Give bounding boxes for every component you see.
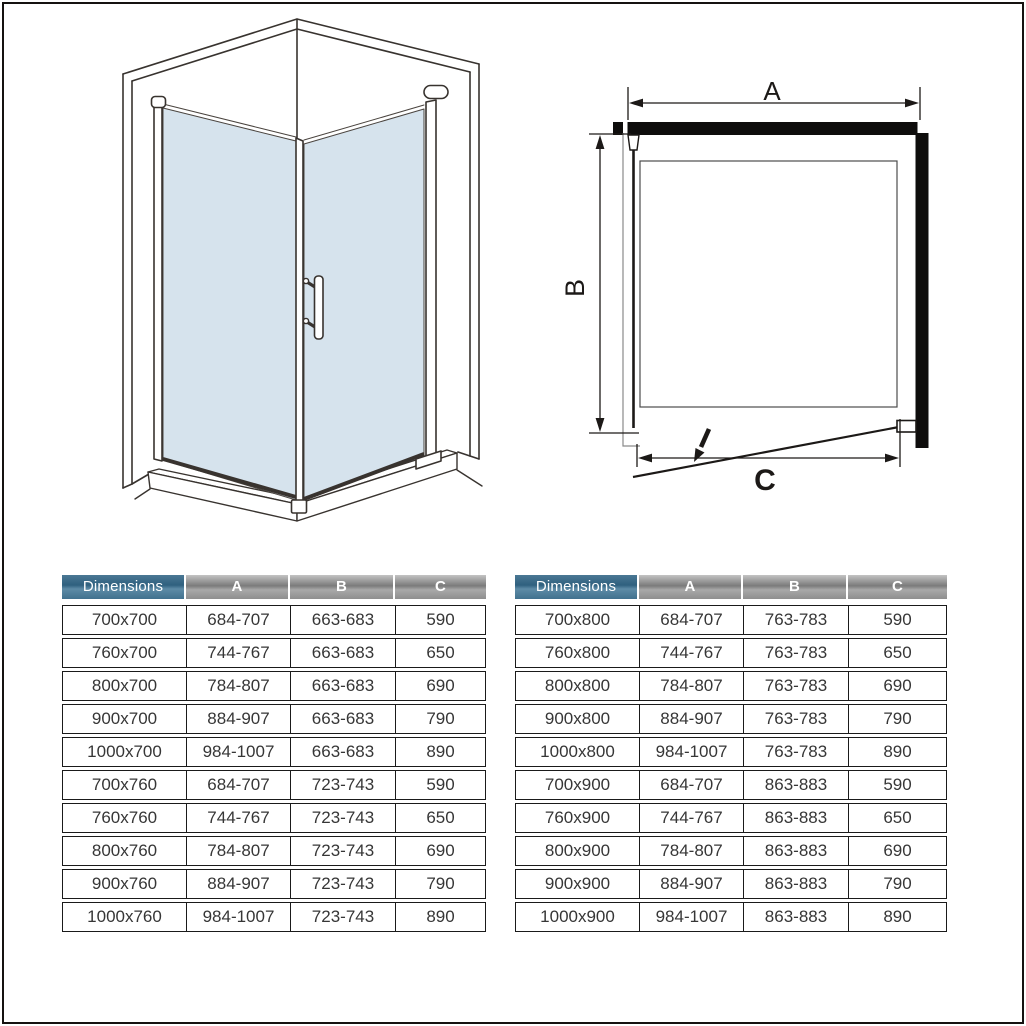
table-cell: 650 <box>883 643 912 662</box>
table-cell: 700x800 <box>516 606 640 634</box>
table-cell: 663-683 <box>291 606 396 634</box>
table-cell: 760x760 <box>63 804 187 832</box>
table-cell: 1000x760 <box>63 903 187 931</box>
table-cell: 663-683 <box>291 639 396 667</box>
table-cell: 690 <box>883 841 912 860</box>
table-cell: 650 <box>426 808 455 827</box>
table-cell: 863-883 <box>744 771 849 799</box>
table-cell: 890 <box>883 742 912 761</box>
table-cell: 590 <box>426 775 455 794</box>
table-cell: 863-883 <box>744 804 849 832</box>
table-cell: 884-907 <box>187 870 291 898</box>
col-header-a: A <box>186 575 288 599</box>
top-wall-stub <box>613 122 623 135</box>
table-row <box>515 770 947 800</box>
table-row <box>515 737 947 767</box>
side-post-cap <box>152 97 166 108</box>
plan-side-panel <box>623 133 640 446</box>
table-cell: 590 <box>883 610 912 629</box>
table-cell: 984-1007 <box>187 738 291 766</box>
side-panel-post <box>154 104 162 461</box>
dim-label-c: C <box>754 464 776 497</box>
table-cell: 700x900 <box>516 771 640 799</box>
plan-tray <box>640 161 897 407</box>
size-table-right <box>515 575 947 935</box>
table-row <box>515 803 947 833</box>
table-cell: 723-743 <box>291 804 396 832</box>
table-cell: 890 <box>426 907 455 926</box>
table-cell: 1000x900 <box>516 903 640 931</box>
table-cell: 690 <box>426 676 455 695</box>
table-cell: 784-807 <box>640 672 744 700</box>
door-pivot-post <box>426 100 436 459</box>
dim-label-a: A <box>763 76 781 106</box>
col-header-c: C <box>848 575 947 599</box>
table-row <box>62 869 486 899</box>
table-cell: 690 <box>883 676 912 695</box>
table-row <box>515 605 947 635</box>
table-row <box>515 902 947 932</box>
table-cell: 884-907 <box>640 870 744 898</box>
hinge-bracket <box>628 135 639 150</box>
table-cell: 800x800 <box>516 672 640 700</box>
size-table-left <box>62 575 486 935</box>
table-row <box>62 836 486 866</box>
table-cell: 900x760 <box>63 870 187 898</box>
table-row <box>62 737 486 767</box>
table-cell: 760x700 <box>63 639 187 667</box>
table-cell: 763-783 <box>744 705 849 733</box>
table-cell: 790 <box>883 874 912 893</box>
table-header <box>515 575 947 599</box>
table-cell: 684-707 <box>640 606 744 634</box>
plan-walls <box>613 122 929 448</box>
table-cell: 760x800 <box>516 639 640 667</box>
table-row <box>515 638 947 668</box>
table-cell: 684-707 <box>187 771 291 799</box>
table-cell: 800x760 <box>63 837 187 865</box>
table-cell: 700x700 <box>63 606 187 634</box>
table-row <box>515 704 947 734</box>
door-post-cap <box>424 86 448 99</box>
table-cell: 784-807 <box>187 837 291 865</box>
table-cell: 590 <box>883 775 912 794</box>
col-header-b: B <box>290 575 393 599</box>
table-body <box>62 605 486 932</box>
table-header <box>62 575 486 599</box>
table-row <box>515 836 947 866</box>
glass-panels <box>163 104 424 500</box>
table-cell: 663-683 <box>291 672 396 700</box>
table-cell: 790 <box>426 709 455 728</box>
table-cell: 760x900 <box>516 804 640 832</box>
table-row <box>62 770 486 800</box>
table-cell: 663-683 <box>291 705 396 733</box>
table-row <box>62 902 486 932</box>
table-row <box>515 671 947 701</box>
corner-frame <box>296 138 303 508</box>
table-cell: 890 <box>883 907 912 926</box>
table-cell: 984-1007 <box>640 903 744 931</box>
table-cell: 590 <box>426 610 455 629</box>
door-swing-arrow <box>694 429 709 462</box>
table-cell: 784-807 <box>187 672 291 700</box>
table-cell: 800x700 <box>63 672 187 700</box>
table-cell: 723-743 <box>291 903 396 931</box>
dimension-b <box>560 134 639 433</box>
dim-label-b: B <box>560 278 590 298</box>
col-header-c: C <box>395 575 486 599</box>
table-cell: 744-767 <box>640 639 744 667</box>
table-cell: 723-743 <box>291 837 396 865</box>
dimension-a <box>628 76 920 120</box>
table-cell: 863-883 <box>744 870 849 898</box>
perspective-view <box>123 19 482 521</box>
table-cell: 744-767 <box>187 639 291 667</box>
right-wall <box>916 133 929 448</box>
table-cell: 723-743 <box>291 771 396 799</box>
table-cell: 790 <box>426 874 455 893</box>
dimension-c <box>637 419 900 497</box>
top-wall <box>628 122 918 135</box>
table-cell: 800x900 <box>516 837 640 865</box>
table-cell: 884-907 <box>187 705 291 733</box>
table-cell: 984-1007 <box>187 903 291 931</box>
table-row <box>515 869 947 899</box>
table-row <box>62 803 486 833</box>
table-cell: 744-767 <box>187 804 291 832</box>
plan-view <box>560 76 929 497</box>
table-cell: 650 <box>426 643 455 662</box>
table-body <box>515 605 947 932</box>
table-cell: 684-707 <box>187 606 291 634</box>
table-row <box>62 638 486 668</box>
table-row <box>62 671 486 701</box>
table-cell: 790 <box>883 709 912 728</box>
table-cell: 900x700 <box>63 705 187 733</box>
col-header-b: B <box>743 575 846 599</box>
table-row <box>62 605 486 635</box>
table-cell: 984-1007 <box>640 738 744 766</box>
table-cell: 723-743 <box>291 870 396 898</box>
table-cell: 784-807 <box>640 837 744 865</box>
table-cell: 650 <box>883 808 912 827</box>
table-cell: 763-783 <box>744 639 849 667</box>
table-cell: 884-907 <box>640 705 744 733</box>
table-cell: 763-783 <box>744 672 849 700</box>
col-header-dimensions: Dimensions <box>515 575 637 599</box>
table-cell: 1000x700 <box>63 738 187 766</box>
table-cell: 1000x800 <box>516 738 640 766</box>
table-cell: 690 <box>426 841 455 860</box>
col-header-dimensions: Dimensions <box>62 575 184 599</box>
table-cell: 744-767 <box>640 804 744 832</box>
table-cell: 863-883 <box>744 903 849 931</box>
table-cell: 863-883 <box>744 837 849 865</box>
table-cell: 700x760 <box>63 771 187 799</box>
table-row <box>62 704 486 734</box>
table-cell: 684-707 <box>640 771 744 799</box>
corner-foot <box>292 500 307 513</box>
table-cell: 763-783 <box>744 606 849 634</box>
side-glass-panel <box>163 108 296 500</box>
col-header-a: A <box>639 575 741 599</box>
table-cell: 763-783 <box>744 738 849 766</box>
table-cell: 663-683 <box>291 738 396 766</box>
table-cell: 900x900 <box>516 870 640 898</box>
table-cell: 900x800 <box>516 705 640 733</box>
table-cell: 890 <box>426 742 455 761</box>
